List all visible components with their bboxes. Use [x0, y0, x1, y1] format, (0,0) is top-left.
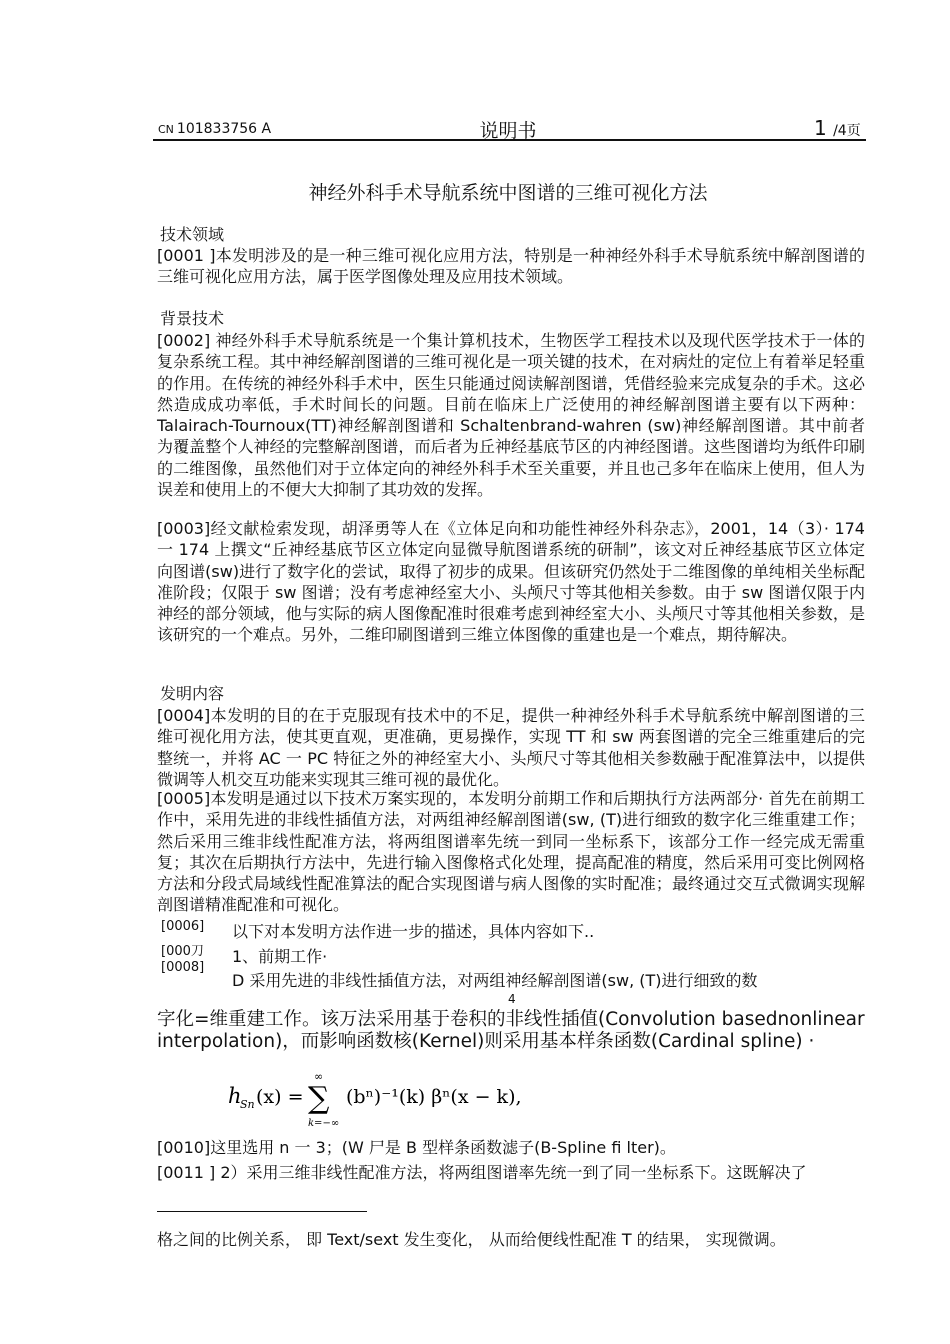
formula-sigma: ∑ [308, 1081, 330, 1116]
paragraph-number-0006: [0006] [161, 919, 205, 934]
page-indicator [814, 116, 861, 140]
paragraph-0007: 1、前期工作· [232, 947, 328, 966]
page-marker: 4 [508, 992, 516, 1006]
header-divider [153, 139, 866, 141]
interpolation-formula [226, 1070, 566, 1130]
paragraph-0002: [0002] 神经外科手术导航系统是一个集计算机技术，生物医学工程技术以及现代医学技术于一体的复杂系统工程。其中神经解剖图谱的三维可视化是一项关键的技术，在对病灶的定位上有着举足轻重的作用。在传统的神经外科手术中，医生只能通过阅读解剖图谱，凭借经验来完成复杂的手术。这必然造成成功率低，手术时间长的问题。目前在临床上广泛使用的神经解剖图谱主要有以下两种：Talairach-Tournoux(TT)神经解剖图谱和 Schaltenbrand-wahren (sw)神经解剖图谱。其中前者为覆盖整个人神经的完整解剖图谱，而后者为丘神经基底节区的内神经图谱。这些图谱均为纸件印刷的二维图像，虽然他们对于立体定向的神经外科手术至关重要，并且也己多年在临床上使用，但人为误差和使用上的不便大大抑制了其功效的发挥。 [157, 331, 865, 500]
document-title: 神经外科手术导航系统中图谱的三维可视化方法 [308, 182, 708, 204]
paragraph-0010: [0010]这里选用 n 一 3；(W 尸是 B 型样条函数滤子(B-Spline fi lter)。 [157, 1138, 676, 1157]
patent-number-text: 101833756 A [176, 121, 272, 137]
paragraph-0003: [0003]经文献检索发现，胡泽勇等人在《立体足向和功能性神经外科杂志》，2001，14（3）· 174 一 174 上撰文“丘神经基底节区立体定向显微导航图谱系统的研制”，该文对丘神经基底节区立体定向图谱(sw)进行了数字化的尝试，取得了初步的成果。但该研究仍然处于二维图像的单纯相关坐标配准阶段；仅限于 sw 图谱；没有考虑神经室大小、头颅尺寸等其他相关参数。由于 sw 图谱仅限于内神经的部分领域，他与实际的病人图像配准时很难考虑到神经室大小、头颅尺寸等其他相关参数，是该研究的一个难点。另外，二维印刷图谱到三维立体图像的重建也是一个难点，期待解决。 [157, 519, 865, 645]
paragraph-number-0008: [0008] [161, 960, 205, 975]
formula-lhs-argument: (x) = [256, 1086, 304, 1108]
paragraph-0008-continued: 字化=维重建工作。该万法采用基于卷积的非线性插值(Convolution basednonlinear interpolation)，而影响函数核(Kernel)则采用基本样条函数(Cardinal spline) · [157, 1009, 865, 1052]
formula-sum-lower: k=−∞ [308, 1118, 340, 1129]
section-heading-background: 背景技术 [160, 309, 225, 328]
cn-prefix: CN [158, 123, 174, 136]
section-heading-tech-field: 技术领域 [160, 225, 225, 244]
page-current: 1 [814, 116, 827, 140]
paragraph-0004: [0004]本发明的目的在于克服现有技术中的不足，提供一种神经外科手术导航系统中解剖图谱的三维可视化用方法，使其更直观，更准确，更易操作，实现 TT 和 sw 两套图谱的完全三维重建后的完整统一，并将 AC 一 PC 特征之外的神经室大小、头颅尺寸等其他相关参数融于配准算法中，以提供微调等人机交互功能来实现其三维可视的最优化。 [157, 706, 865, 789]
doc-type-title: 说明书 [479, 120, 537, 142]
section-heading-invention: 发明内容 [160, 684, 225, 703]
formula-sum-upper: ∞ [314, 1070, 324, 1083]
formula-lhs-h: h [228, 1084, 242, 1108]
paragraph-0008: D 采用先进的非线性插值方法，对两组神经解剖图谱(sw, (T)进行细致的数 [232, 971, 758, 990]
paragraph-0005: [0005]本发明是通过以下技术万案实现的，本发明分前期工作和后期执行方法两部分· 首先在前期工作中，采用先进的非线性插值方法，对两组神经解剖图谱(sw, (T)进行细致的数字化三维重建工作；然后采用三维非线性配准方法，将两组图谱率先统一到同一坐标系下，该部分工作一经完成无需重复；其次在后期执行方法中，先进行输入图像格式化处理，提高配准的精度，然后采用可变比例网格方法和分段式局域线性配准算法的配合实现图谱与病人图像的实时配准；最终通过交互式微调实现解剖图谱精准配准和可视化。 [157, 789, 865, 915]
paragraph-0006: 以下对本发明方法作进一步的描述，具体内容如下.. [232, 922, 595, 941]
formula-lhs-subscript: Sn [240, 1098, 255, 1111]
paragraph-0001: [0001 ]本发明涉及的是一种三维可视化应用方法，特别是一种神经外科手术导航系统中解剖图谱的三维可视化应用方法，属于医学图像处理及应用技术领域。 [157, 246, 865, 287]
paragraph-0011: [0011 ] 2）采用三维非线性配准方法，将两组图谱率先统一到了同一坐标系下。这既解决了 [157, 1163, 807, 1182]
footnote-divider [157, 1211, 367, 1212]
paragraph-number-0007: [000刀 [161, 944, 204, 959]
formula-rhs: (bⁿ)⁻¹(k) βⁿ(x − k), [346, 1086, 522, 1108]
footnote-text: 格之间的比例关系， 即 Text/sext 发生变化， 从而给便线性配准 T 的结果， 实现微调。 [157, 1230, 786, 1249]
page-total: /4页 [833, 123, 861, 139]
